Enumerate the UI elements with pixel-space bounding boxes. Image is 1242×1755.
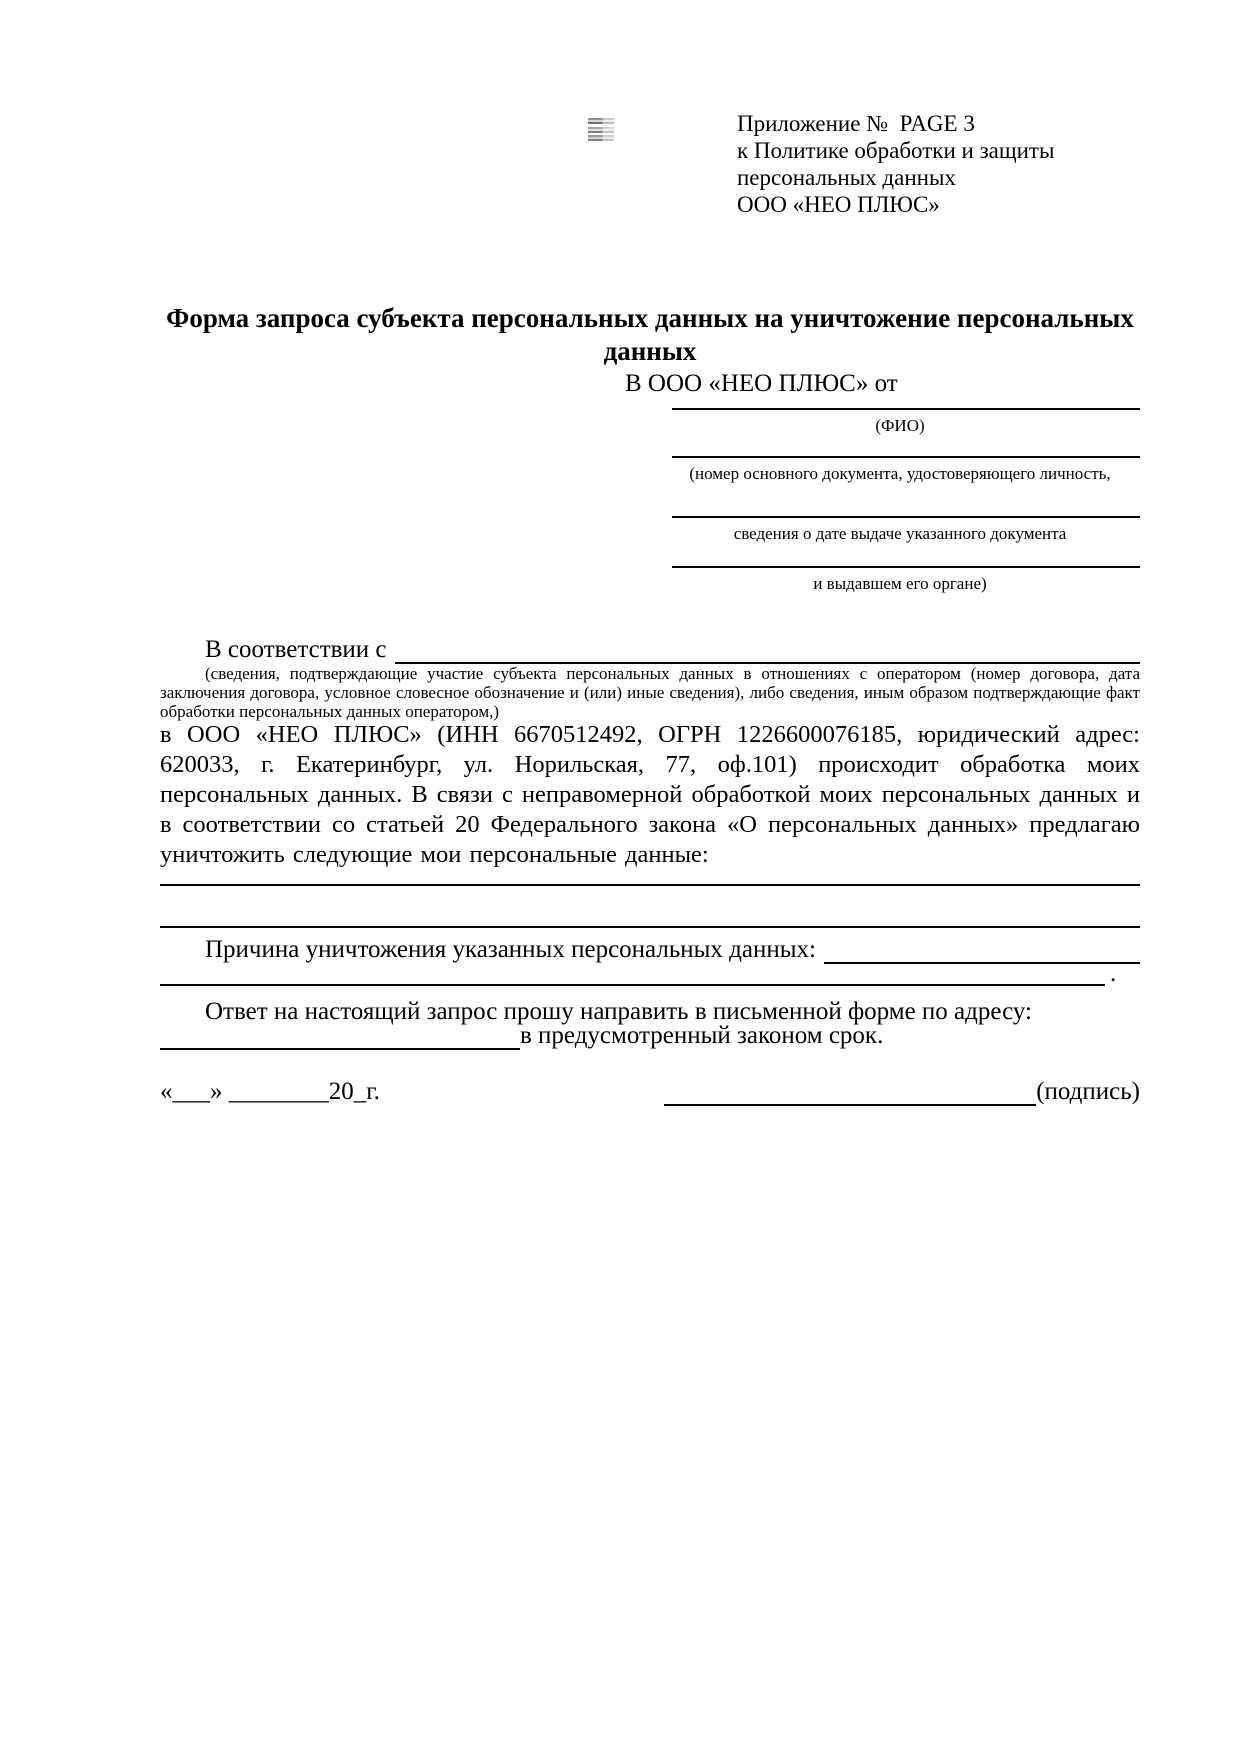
doc-number-blank-line xyxy=(672,456,1140,458)
address-blank-line xyxy=(160,1022,520,1050)
accordance-label: В соответствии с xyxy=(205,636,387,663)
reason-row xyxy=(160,936,1140,964)
signature-blank-line xyxy=(664,1081,1036,1106)
issue-date-caption: сведения о дате выдаче указанного документа xyxy=(733,524,1067,543)
reason-blank-line-2 xyxy=(160,984,1105,986)
annex-line-1: Приложение № PAGE 3 xyxy=(737,111,975,136)
reason-label: Причина уничтожения указанных персональных данных: xyxy=(205,936,816,963)
fio-caption: (ФИО) xyxy=(875,416,925,435)
addressee-line: В ООО «НЕО ПЛЮС» от xyxy=(625,370,898,397)
issuer-blank-line xyxy=(672,566,1140,568)
annex-line-4: ООО «НЕО ПЛЮС» xyxy=(737,192,940,217)
data-blank-line-1 xyxy=(160,884,1140,886)
reason-blank-line xyxy=(824,962,1140,964)
date-blank: «___» ________20_г. xyxy=(160,1078,380,1105)
field-code-icon xyxy=(588,118,614,143)
form-title: Форма запроса субъекта персональных данных на уничтожение персональных данных xyxy=(166,303,1134,366)
annex-line-3: персональных данных xyxy=(737,165,956,190)
trailing-period: . xyxy=(1110,960,1117,987)
issuer-caption: и выдавшем его органе) xyxy=(813,574,987,593)
signature-caption: (подпись) xyxy=(1036,1078,1140,1105)
response-tail: в предусмотренный законом срок. xyxy=(520,1022,884,1049)
doc-number-caption: (номер основного документа, удостоверяющего личность, xyxy=(689,464,1111,483)
response-address-row xyxy=(160,1022,1140,1050)
annex-line-2: к Политике обработки и защиты xyxy=(737,138,1055,163)
accordance-row xyxy=(160,636,1140,664)
date-signature-row xyxy=(160,1078,1140,1106)
issue-date-blank-line xyxy=(672,516,1140,518)
accordance-note: (сведения, подтверждающие участие субъекта персональных данных в отношениях с оператором (номер договора, дата заключения договора, условное словесное обозначение и (или) иные сведения), либо сведения, иным образом подтверждающие факт обработки персональных данных оператором,) xyxy=(160,664,1140,721)
signature-group xyxy=(664,1078,1140,1106)
data-blank-line-2 xyxy=(160,926,1140,928)
annex-block xyxy=(737,110,1054,218)
main-paragraph: в ООО «НЕО ПЛЮС» (ИНН 6670512492, ОГРН 1226600076185, юридический адрес: 620033, г. Екатеринбург, ул. Норильская, 77, оф.101) происходит обработка моих персональных данных. В связи с неправомерной обработкой моих персональных данных и в соответствии со статьей 20 Федерального закона «О персональных данных» предлагаю уничтожить следующие мои персональные данные: xyxy=(160,721,1140,868)
response-request-line: Ответ на настоящий запрос прошу направить в письменной форме по адресу: xyxy=(205,998,1032,1025)
fio-blank-line xyxy=(672,408,1140,410)
